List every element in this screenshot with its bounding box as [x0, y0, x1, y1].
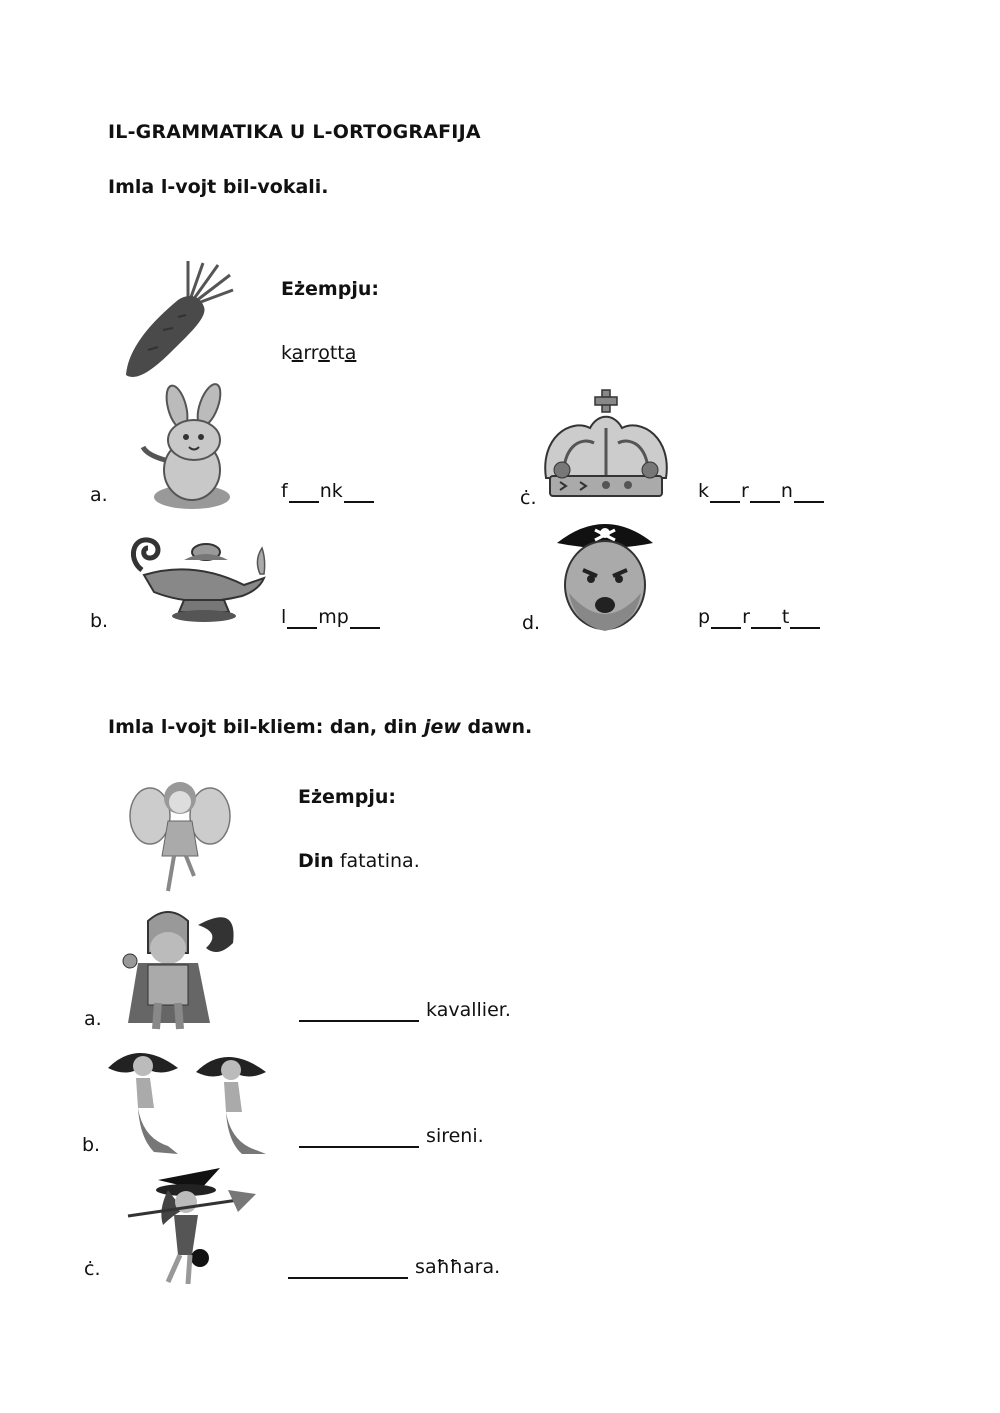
magic-lamp-icon — [124, 530, 272, 625]
blank-input[interactable] — [790, 607, 820, 629]
blank-input[interactable] — [350, 607, 380, 629]
blank-input[interactable] — [288, 1257, 408, 1279]
crown-icon — [540, 388, 672, 510]
word-blank-f-nk: f nk — [281, 480, 375, 503]
page-title: IL-GRAMMATIKA U L-ORTOGRAFIJA — [108, 121, 481, 143]
word-blank-k-r-n: k r n — [698, 480, 825, 503]
fairy-icon — [128, 776, 232, 896]
item-letter: d. — [522, 612, 541, 634]
item-letter: ċ. — [520, 487, 537, 509]
carrot-icon — [118, 255, 238, 385]
section1-example-label: Eżempju: — [281, 278, 379, 300]
mermaids-icon — [98, 1038, 270, 1156]
item-letter: b. — [90, 610, 109, 632]
sentence-blank-kavallier: kavallier. — [298, 999, 511, 1022]
blank-input[interactable] — [710, 481, 740, 503]
sentence-blank-sahhara: saħħara. — [287, 1256, 500, 1279]
rabbit-icon — [137, 385, 247, 513]
sentence-blank-sireni: sireni. — [298, 1125, 484, 1148]
item-letter: a. — [84, 1008, 102, 1030]
blank-input[interactable] — [289, 481, 319, 503]
section2-instruction: Imla l-vojt bil-kliem: dan, din jew dawn. — [108, 716, 533, 738]
blank-input[interactable] — [287, 607, 317, 629]
witch-icon — [128, 1160, 258, 1285]
pirate-icon — [555, 515, 655, 633]
blank-input[interactable] — [751, 607, 781, 629]
word-blank-l-mp: l mp — [281, 606, 381, 629]
blank-input[interactable] — [299, 1000, 419, 1022]
blank-input[interactable] — [711, 607, 741, 629]
blank-input[interactable] — [344, 481, 374, 503]
item-letter: a. — [90, 484, 108, 506]
section2-example-sentence: Din fatatina. — [298, 850, 420, 872]
section2-example-label: Eżempju: — [298, 786, 396, 808]
blank-input[interactable] — [794, 481, 824, 503]
section1-example-word: karrotta — [281, 342, 357, 364]
knight-icon — [118, 903, 240, 1031]
item-letter: b. — [82, 1134, 101, 1156]
item-letter: ċ. — [84, 1258, 101, 1280]
blank-input[interactable] — [299, 1126, 419, 1148]
section1-instruction: Imla l-vojt bil-vokali. — [108, 176, 329, 198]
word-blank-p-r-t: p r t — [698, 606, 821, 629]
blank-input[interactable] — [750, 481, 780, 503]
